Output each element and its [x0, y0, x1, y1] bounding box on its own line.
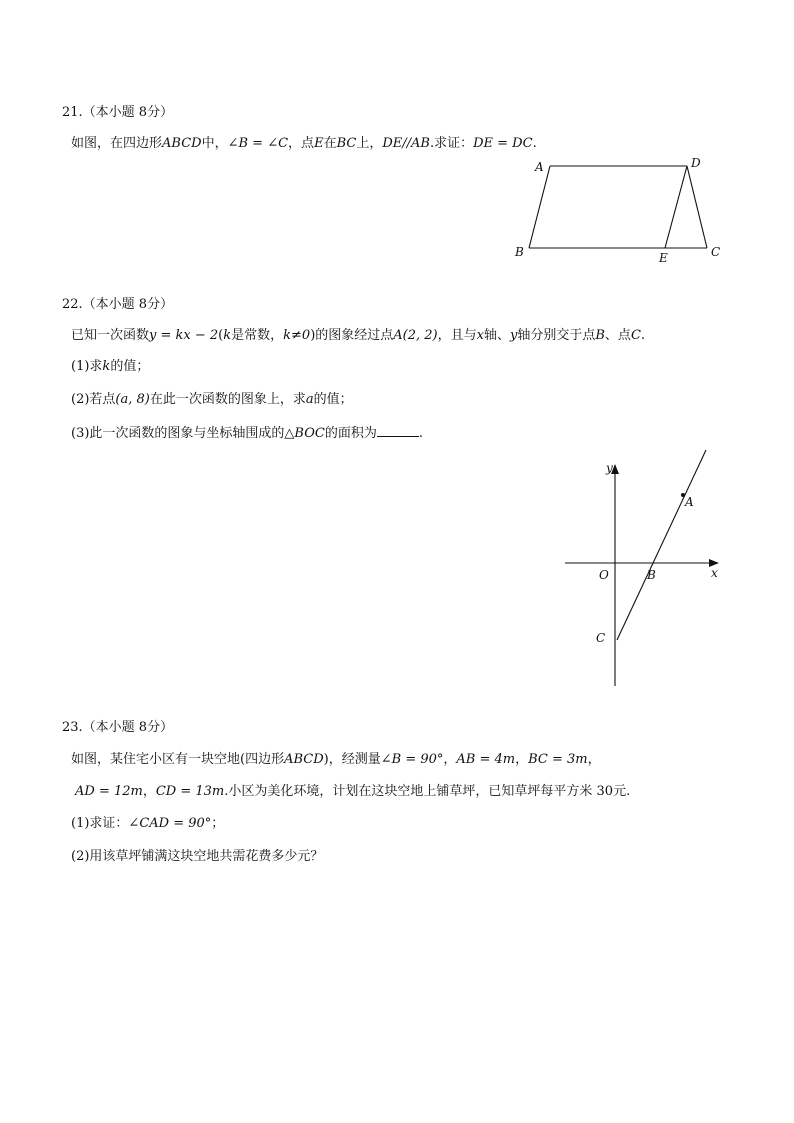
q21-label-c: C: [711, 245, 721, 259]
q23-part-2: (2)用该草坪铺满这块空地共需花费多少元？: [71, 849, 324, 864]
q22-label-o: O: [599, 568, 609, 582]
q22-label-b: B: [647, 568, 656, 582]
q22-part-1: (1)求k的值；: [71, 359, 150, 374]
q22-header: 22.（本小题 8分）: [62, 297, 174, 312]
q22-label-x: x: [711, 566, 718, 580]
q22-figure: [555, 450, 735, 695]
q21-label-d: D: [691, 156, 701, 170]
q22-label-a: A: [685, 495, 694, 509]
q21-side-dc: [687, 166, 707, 248]
q21-statement: 如图，在四边形ABCD中，∠B = ∠C，点E在BC上，DE//AB.求证：DE = DC.: [71, 136, 537, 151]
q22-label-y: y: [606, 461, 613, 475]
q21-figure: [505, 150, 735, 265]
q22-part-3: (3)此一次函数的图象与坐标轴围成的△BOC的面积为 .: [71, 426, 423, 441]
q22-statement: 已知一次函数y = kx − 2(k是常数，k≠0)的图象经过点A(2, 2)，且与x轴、y轴分别交于点B、点C.: [71, 328, 646, 343]
q21-segment-de: [665, 166, 687, 248]
q23-statement-line-1: 如图，某住宅小区有一块空地(四边形ABCD)，经测量∠B = 90°，AB = 4m，BC = 3m，: [71, 752, 601, 767]
q21-label-e: E: [659, 251, 668, 265]
q21-label-a: A: [535, 160, 544, 174]
q21-side-ab: [529, 166, 550, 248]
q23-header: 23.（本小题 8分）: [62, 720, 174, 735]
q21-label-b: B: [515, 245, 524, 259]
q21-header: 21.（本小题 8分）: [62, 105, 174, 120]
q23-part-1: (1)求证：∠CAD = 90°；: [71, 816, 225, 831]
q22-function-line: [617, 450, 706, 640]
q22-part-2: (2)若点(a, 8)在此一次函数的图象上，求a的值；: [71, 392, 353, 407]
q23-statement-line-2: AD = 12m，CD = 13m.小区为美化环境，计划在这块空地上铺草坪，已知草坪每平方米 30元.: [75, 784, 631, 799]
answer-blank: [377, 424, 419, 437]
q22-label-c: C: [596, 631, 606, 645]
